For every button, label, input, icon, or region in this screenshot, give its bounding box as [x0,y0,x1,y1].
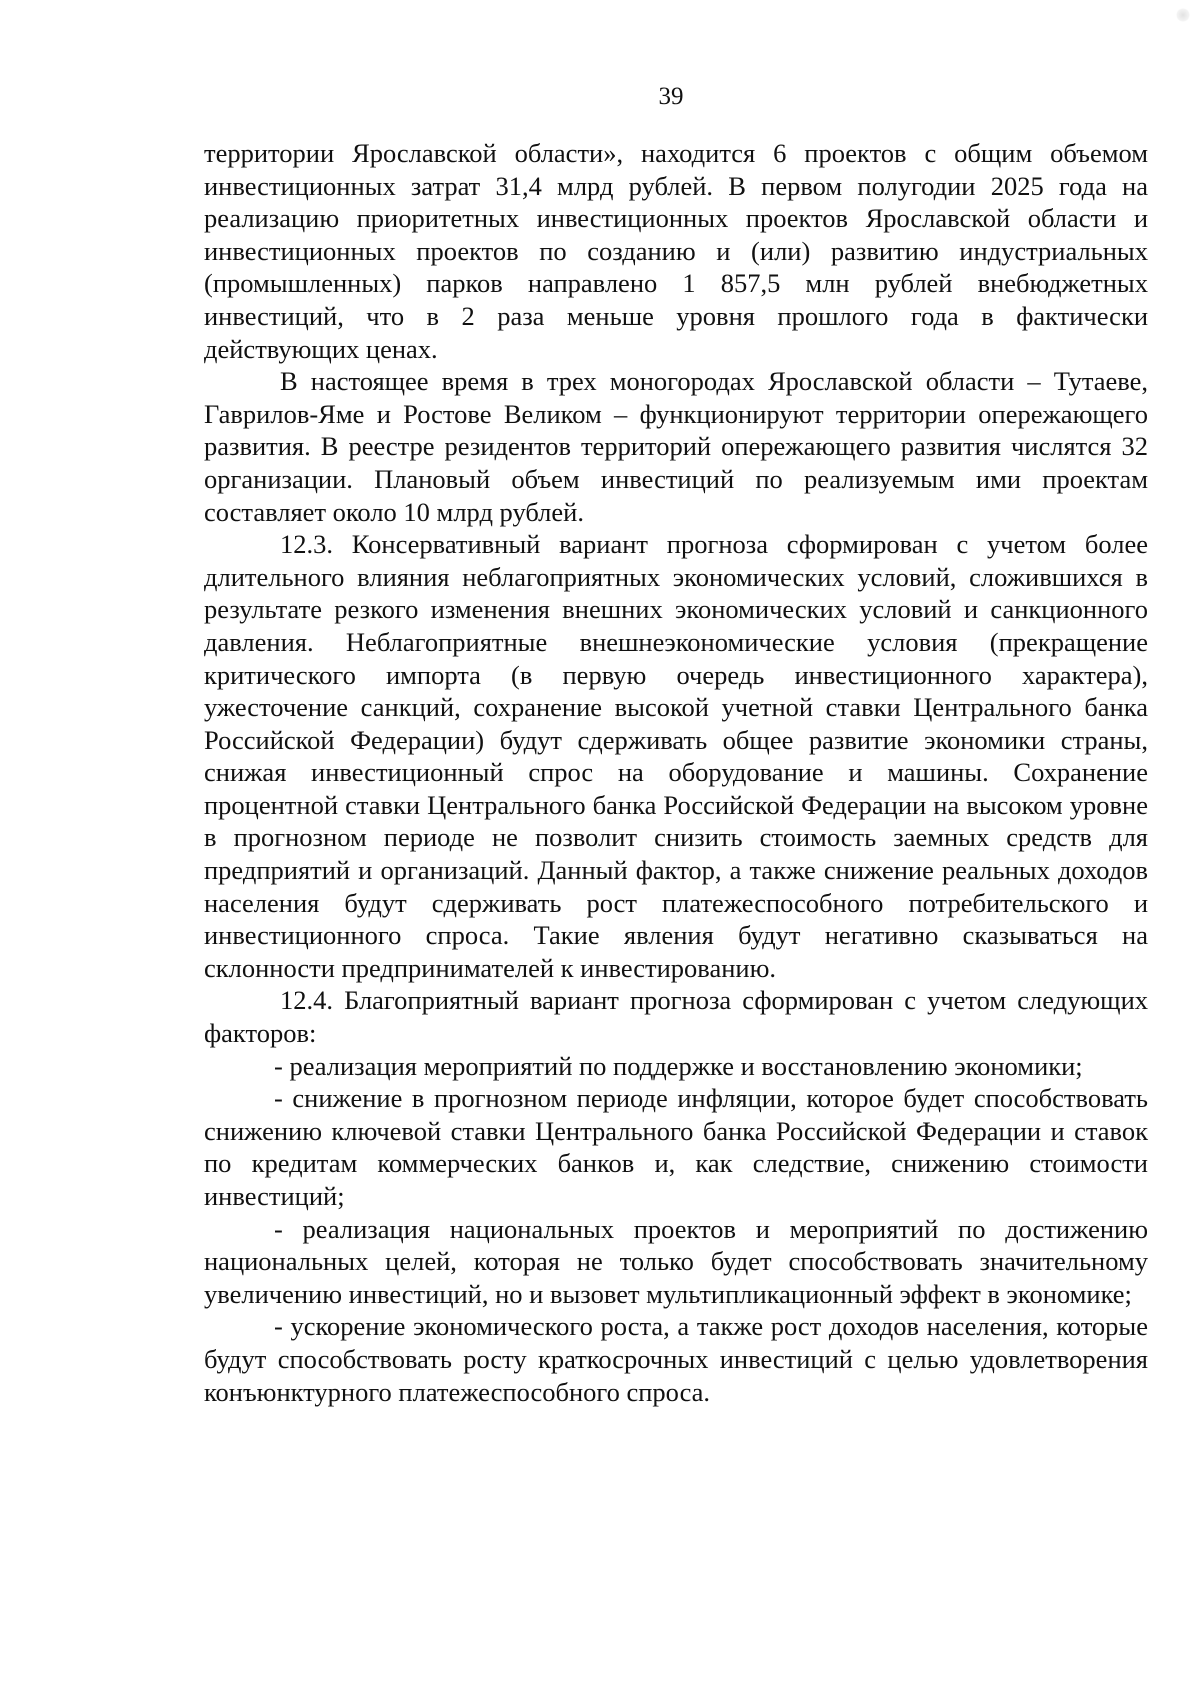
page-number: 39 [658,83,684,110]
scan-artifact [1176,8,1190,22]
list-item-inflation-reduction: - снижение в прогнозном периоде инфляции, которое будет способствовать снижению ключевой ставки Центрального банка Российской Федерации и ставок по кредитам коммерческих банков и, как следствие, снижению стоимости инвестиций; [204,1083,1148,1211]
list-item-national-projects: - реализация национальных проектов и мероприятий по достижению национальных целей, которая не только будет способствовать значительному увеличению инвестиций, но и вызовет мультипликационный эффект в экономике; [204,1213,1148,1309]
list-item-economic-growth: - ускорение экономического роста, а также рост доходов населения, которые будут способствовать росту краткосрочных инвестиций с целью удовлетворения конъюнктурного платежеспособного спроса. [204,1311,1148,1407]
document-body [204,137,1148,1408]
paragraph-investment-projects: территории Ярославской области», находится 6 проектов с общим объемом инвестиционных затрат 31,4 млрд рублей. В первом полугодии 2025 года на реализацию приоритетных инвестиционных проектов Ярославской области и инвестиционных проектов по созданию и (или) развитию индустриальных (промышленных) парков направлено 1 857,5 млн рублей внебюджетных инвестиций, что в 2 раза меньше уровня прошлого года в фактически действующих ценах. [204,138,1148,364]
paragraph-favorable-scenario: 12.4. Благоприятный вариант прогноза сформирован с учетом следующих факторов: [204,985,1148,1049]
paragraph-conservative-scenario: 12.3. Консервативный вариант прогноза сформирован с учетом более длительного влияния неблагоприятных экономических условий, сложившихся в результате резкого изменения внешних экономических условий и санкционного давления. Неблагоприятные внешнеэкономические условия (прекращение критического импорта (в первую очередь инвестиционного характера), ужесточение санкций, сохранение высокой учетной ставки Центрального банка Российской Федерации) будут сдерживать общее развитие экономики страны, снижая инвестиционный спрос на оборудование и машины. Сохранение процентной ставки Центрального банка Российской Федерации на высоком уровне в прогнозном периоде не позволит снизить стоимость заемных средств для предприятий и организаций. Данный фактор, а также снижение реальных доходов населения будут сдерживать рост платежеспособного потребительского и инвестиционного спроса. Такие явления будут негативно сказываться на склонности предпринимателей к инвестированию. [204,529,1148,983]
paragraph-priority-development-territories: В настоящее время в трех моногородах Ярославской области – Тутаеве, Гаврилов-Яме и Ростове Великом – функционируют территории опережающего развития. В реестре резидентов территорий опережающего развития числятся 32 организации. Плановый объем инвестиций по реализуемым ими проектам составляет около 10 млрд рублей. [204,366,1148,527]
list-item-economy-support: - реализация мероприятий по поддержке и восстановлению экономики; [274,1050,1083,1081]
